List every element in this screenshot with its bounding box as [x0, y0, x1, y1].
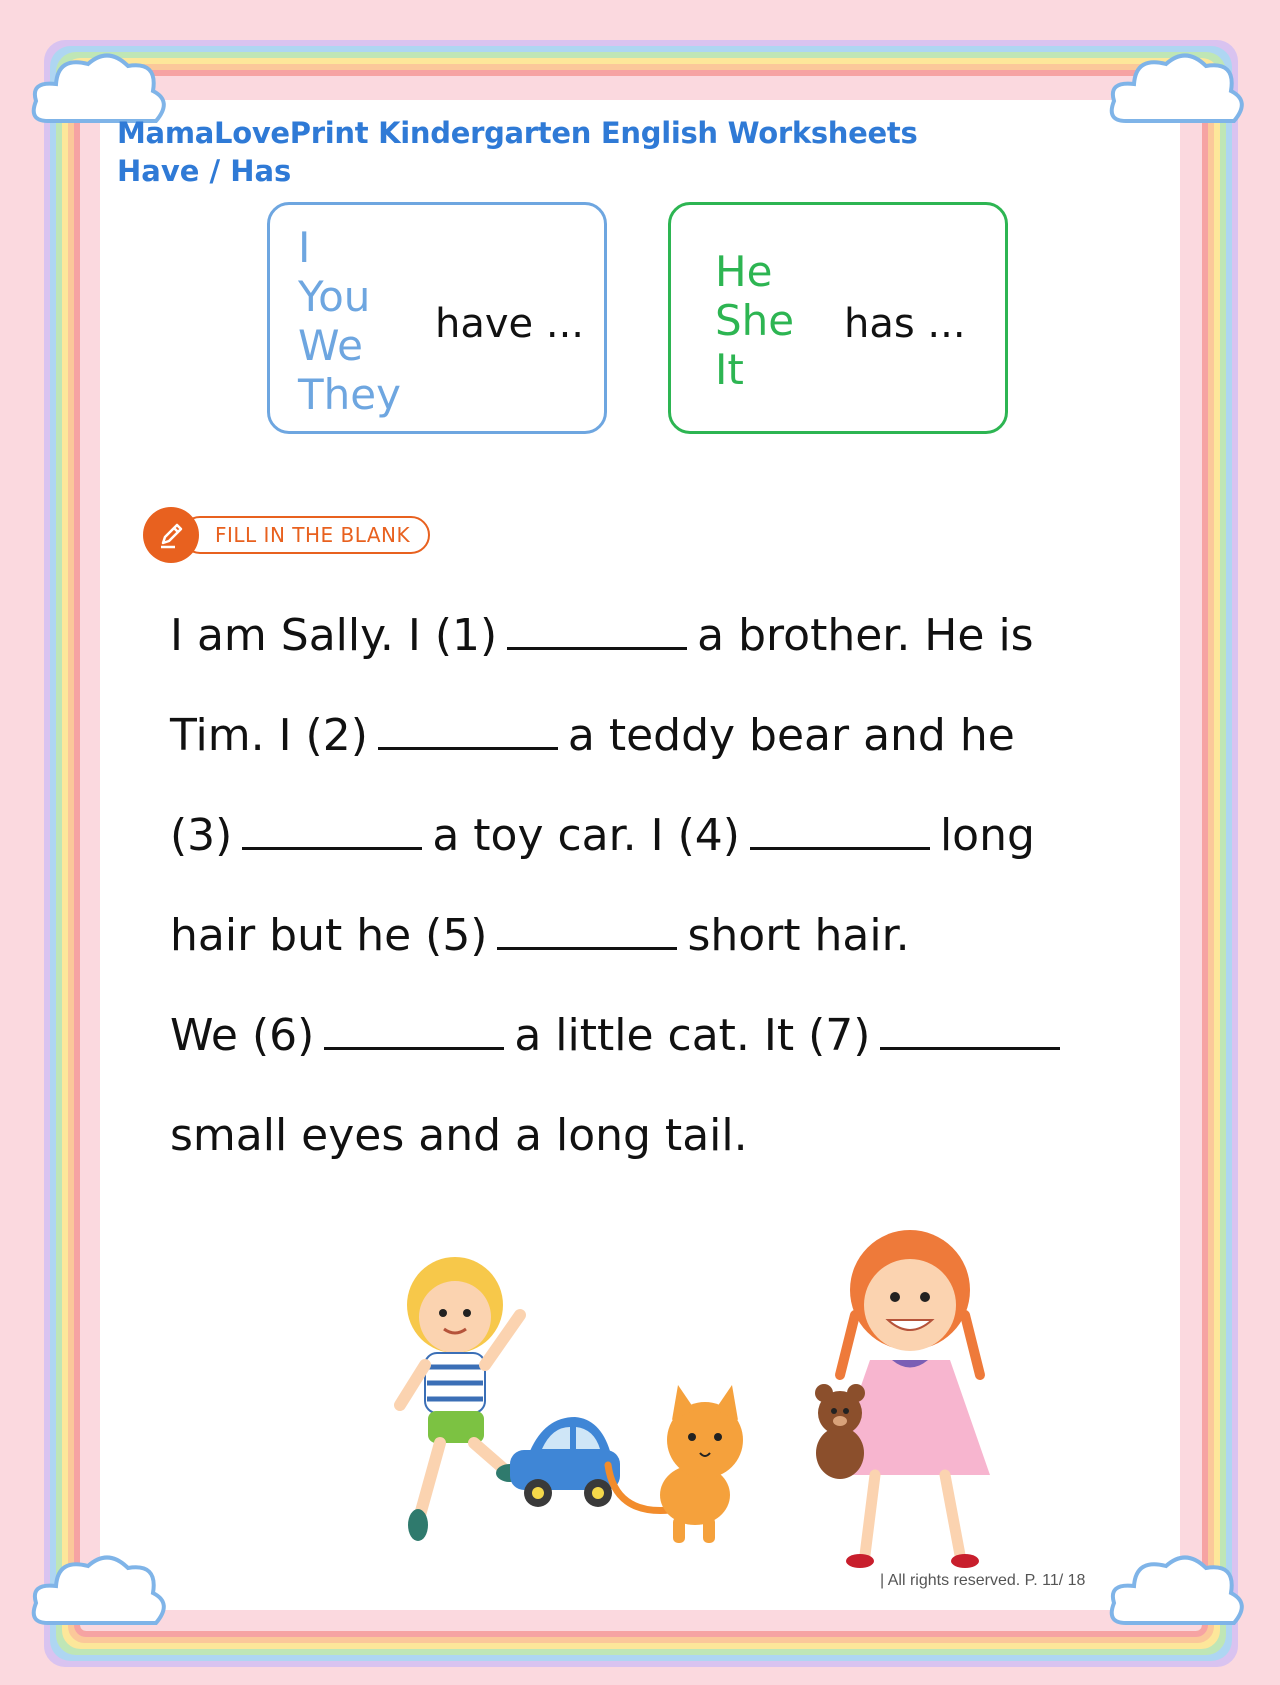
- passage-line: [170, 610, 1130, 710]
- passage-text: short hair.: [687, 910, 910, 961]
- passage-line: [170, 1110, 1130, 1210]
- passage-text: (3): [170, 810, 233, 861]
- passage-text: a teddy bear and he: [567, 710, 1015, 761]
- boy-illustration: [400, 1257, 524, 1541]
- worksheet-subtitle: Have / Has: [117, 154, 292, 188]
- has-verb: has ...: [844, 301, 966, 347]
- answer-blank-1[interactable]: [507, 617, 687, 650]
- passage-text: I am Sally. I (1): [170, 610, 498, 661]
- has-pronoun-list: [715, 247, 794, 394]
- pronoun: We: [298, 321, 363, 370]
- passage-text: a brother. He is: [697, 610, 1034, 661]
- pronoun: He: [715, 247, 773, 296]
- fill-in-the-blank-badge: [143, 509, 430, 561]
- cloud-decoration-bottom-left: [28, 1548, 178, 1648]
- has-rule-box: [668, 202, 1008, 434]
- toy-car-illustration: [510, 1417, 620, 1507]
- have-pronoun-list: [298, 223, 401, 419]
- passage-text: small eyes and a long tail.: [170, 1110, 748, 1161]
- passage-line: [170, 910, 1130, 1010]
- passage-text: hair but he (5): [170, 910, 488, 961]
- cloud-decoration-bottom-right: [1106, 1548, 1256, 1648]
- answer-blank-3[interactable]: [242, 817, 422, 850]
- girl-illustration: [815, 1230, 990, 1568]
- passage-text: a little cat. It (7): [514, 1010, 871, 1061]
- pronoun: You: [298, 272, 371, 321]
- cloud-decoration-top-right: [1106, 46, 1256, 146]
- pronoun: She: [715, 296, 795, 345]
- pencil-icon: [143, 507, 199, 563]
- have-rule-box: [267, 202, 607, 434]
- passage-text: Tim. I (2): [170, 710, 368, 761]
- passage-line: [170, 810, 1130, 910]
- answer-blank-2[interactable]: [378, 717, 558, 750]
- cat-illustration: [608, 1385, 743, 1543]
- answer-blank-6[interactable]: [324, 1017, 504, 1050]
- worksheet-title: MamaLovePrint Kindergarten English Worksheets: [117, 116, 918, 150]
- passage-text: We (6): [170, 1010, 315, 1061]
- pronoun: I: [298, 223, 311, 272]
- answer-blank-5[interactable]: [497, 917, 677, 950]
- answer-blank-4[interactable]: [750, 817, 930, 850]
- have-verb: have ...: [435, 301, 585, 347]
- passage-text: a toy car. I (4): [432, 810, 740, 861]
- pronoun: It: [715, 345, 744, 394]
- badge-label: FILL IN THE BLANK: [181, 516, 430, 554]
- children-illustration: [370, 1225, 1030, 1585]
- footer-page-info: | All rights reserved. P. 11/ 18: [880, 1572, 1086, 1589]
- passage-text: long: [939, 810, 1035, 861]
- passage-line: [170, 710, 1130, 810]
- passage-line: [170, 1010, 1130, 1110]
- fill-in-passage: [170, 610, 1130, 1210]
- answer-blank-7[interactable]: [880, 1017, 1060, 1050]
- pronoun: They: [298, 370, 401, 419]
